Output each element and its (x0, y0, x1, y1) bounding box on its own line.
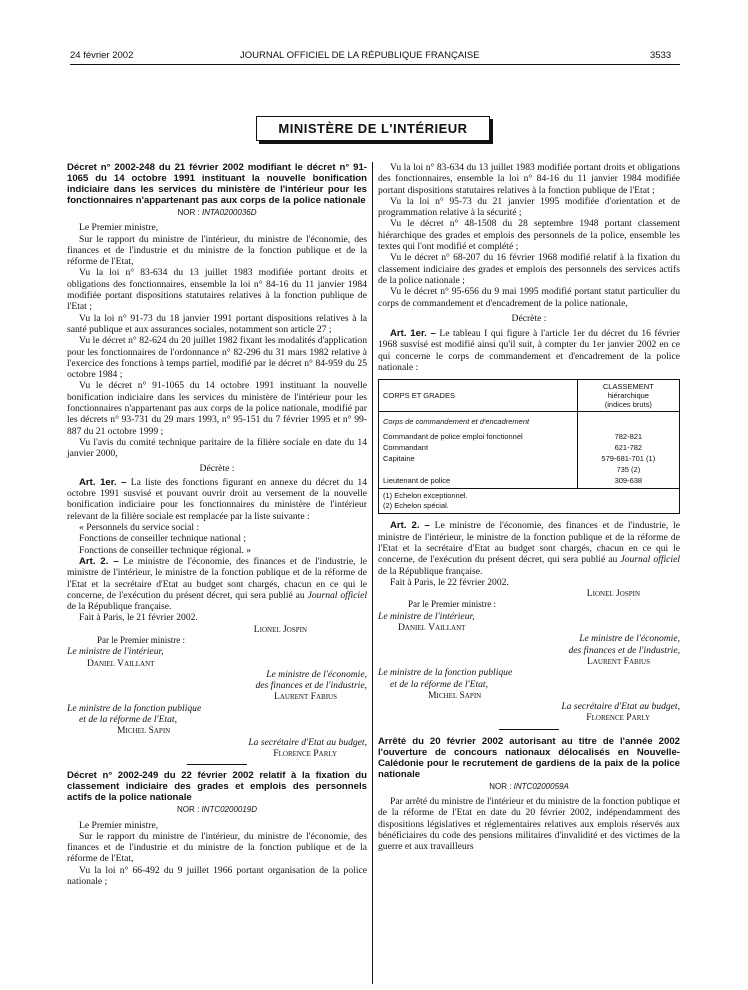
arrete-para: Par arrêté du ministre de l'intérieur et du ministre de la fonction publique et de la réforme de l'Etat en date du 20 février 2002, indépendamment des dispositions législatives et réglementaires relatives aux emplois réservés aux bénéficiaires du code des pensions militaires d'invalidité et des victimes de la guerre et aux travailleurs (378, 795, 680, 853)
grade-row: Commandant de police emploi fonctionnel (383, 432, 523, 442)
article-text: Le ministre de l'économie, des finances et de l'industrie, le ministre de l'intérieur, le ministre de la fonction publique et de la réforme de l'Etat et la secrétaire d'Etat au budget sont chargés, chacun en ce qui le concerne, de l'exécution du présent décret, qui sera publié au (67, 555, 367, 601)
blank-row (582, 416, 675, 427)
signature-budget: Florence Parly (586, 712, 650, 724)
article-text: Le tableau I qui figure à l'article 1er du décret du 16 février 1968 susvisé est modifié ainsi qu'il suit, à compter du 1er janvier 2002 en ce qui concerne le corps de commandement et d'encadrement de la police nationale : (378, 328, 680, 374)
decree-2-para: Vu le décret n° 95-656 du 9 mai 1995 modifié portant statut particulier du corps de commandement et d'encadrement de la police nationale, (378, 286, 680, 309)
decree-1-article-1 (67, 477, 367, 522)
decree-2-para: Vu le décret n° 68-207 du 16 février 1968 modifié relatif à la fixation du classement indiciaire des grades et emplois des personnels des services actifs de la police nationale ; (378, 252, 680, 286)
decree-2-para: Le Premier ministre, (79, 819, 159, 831)
signature-budget: Florence Parly (273, 747, 337, 759)
decree-1-decrete: Décrète : (199, 462, 235, 474)
minister-economy-1: Le ministre de l'économie, (579, 633, 680, 645)
article-text: de la République française. (378, 565, 483, 577)
corps-label: Corps de commandement et d'encadrement (383, 417, 530, 427)
minister-interior: Le ministre de l'intérieur, (67, 646, 164, 658)
decree-2-para: Vu la loi n° 95-73 du 21 janvier 1995 modifiée d'orientation et de programmation relative à la sécurité ; (378, 195, 680, 219)
table-grades-cell (379, 412, 578, 489)
nor-label: NOR : (489, 781, 512, 791)
index-value: 782-821 (614, 432, 643, 442)
ministry-box (256, 116, 490, 141)
decree-1-para: Le Premier ministre, (79, 222, 159, 234)
table-body-row (379, 412, 680, 489)
minister-fp-1: Le ministre de la fonction publique (378, 667, 513, 679)
table-notes (379, 489, 680, 514)
arrete-nor (378, 781, 680, 792)
header-journal-title: JOURNAL OFFICIEL DE LA RÉPUBLIQUE FRANÇAISE (240, 50, 480, 61)
classification-table (378, 379, 680, 514)
article-label: Art. 1er. – (79, 476, 127, 488)
decree-2-para: Sur le rapport du ministre de l'intérieur, du ministre de l'économie, des finances et de l'industrie et du ministre de la fonction publique et de la réforme de l'Etat, (67, 830, 367, 865)
signature-interior: Daniel Vaillant (398, 622, 466, 634)
header-date: 24 février 2002 (70, 50, 134, 61)
decree-1-para: Sur le rapport du ministre de l'intérieur, du ministre de l'économie, des finances et de l'industrie et du ministre de la fonction publique et de la réforme de l'Etat, (67, 233, 367, 268)
index-value: 309-638 (614, 476, 643, 486)
grade-row (383, 464, 573, 475)
signature-fp: Michel Sapin (117, 725, 171, 737)
par-premier-ministre: Par le Premier ministre : (97, 634, 185, 645)
header-line: CLASSEMENT (602, 382, 654, 392)
grade-row: Capitaine (383, 454, 415, 464)
ministry-title: MINISTÈRE DE L'INTÉRIEUR (278, 121, 468, 136)
secretary-budget: La secrétaire d'Etat au budget, (248, 736, 367, 748)
journal-officiel-ref: Journal officiel (620, 554, 681, 566)
nor-code: INTC0200059A (513, 781, 569, 791)
minister-economy-1: Le ministre de l'économie, (266, 668, 367, 680)
decree-1-nor (67, 207, 367, 218)
article-text: La liste des fonctions figurant en annexe du décret du 14 octobre 1991 susvisé et pouvant ouvrir droit au versement de la nouvelle bonification indiciaire pour les fonctionnaires du ministère de l'intérieur relevant de la filière sociale est remplacée par la liste suivante : (67, 476, 367, 522)
signature-economy: Laurent Fabius (587, 655, 650, 667)
arrete-title: Arrêté du 20 février 2002 autorisant au titre de l'année 2002 l'ouverture de concours nationaux délocalisés en Nouvelle-Calédonie pour le recrutement de gardiens de la paix de la police nationale (378, 735, 680, 780)
note: (2) Echelon spécial. (383, 501, 449, 511)
nor-code: INTC0200019D (201, 805, 258, 815)
decree-2-decrete: Décrète : (511, 312, 547, 324)
decree-1-article-2 (67, 556, 367, 612)
decree-2-para: Vu la loi n° 66-492 du 9 juillet 1966 portant organisation de la police nationale ; (67, 864, 367, 888)
signature-interior: Daniel Vaillant (87, 657, 155, 669)
right-column (378, 162, 680, 852)
table-values-cell (577, 412, 679, 489)
header-line: hiérarchique (607, 391, 649, 401)
signature-fp: Michel Sapin (428, 689, 482, 701)
grade-row: Lieutenant de police (383, 476, 451, 486)
table-header-classement (577, 380, 679, 412)
par-premier-ministre: Par le Premier ministre : (408, 599, 496, 610)
note: (1) Echelon exceptionnel. (383, 491, 468, 501)
decree-2-fait: Fait à Paris, le 22 février 2002. (390, 576, 509, 588)
signature-pm: Lionel Jospin (253, 623, 307, 635)
journal-officiel-ref: Journal officiel (307, 589, 367, 601)
index-value: 621-782 (614, 443, 643, 453)
minister-interior: Le ministre de l'intérieur, (378, 610, 475, 622)
secretary-budget: La secrétaire d'Etat au budget, (561, 701, 680, 713)
header-page-number: 3533 (650, 50, 672, 61)
section-separator (187, 764, 247, 765)
decree-1-fait: Fait à Paris, le 21 février 2002. (79, 612, 198, 624)
header-line: (indices bruts) (604, 400, 652, 410)
decree-2-para: Vu le décret n° 48-1508 du 28 septembre 1948 portant classement hiérarchique des grades et emplois des personnels de la police, ensemble les textes qui l'ont modifié et complété ; (378, 218, 680, 253)
article-text: de la République française. (67, 601, 172, 613)
minister-economy-2: des finances et de l'industrie, (568, 644, 680, 656)
decree-1-list-item: « Personnels du service social : (79, 522, 200, 534)
decree-2-title: Décret n° 2002-249 du 22 février 2002 relatif à la fixation du classement indiciaire des grades et emplois des personnels actifs de la police nationale (67, 770, 367, 804)
decree-2-article-1 (378, 328, 680, 373)
article-label: Art. 1er. – (390, 328, 436, 340)
decree-1-para: Vu le décret n° 91-1065 du 14 octobre 1991 instituant la nouvelle bonification indiciaire dans les services du ministère de l'intérieur pour les fonctionnaires n'appartenant pas aux corps de la police nationale, modifié par les décrets n° 93-731 du 29 mars 1993, n° 95-151 du 7 février 1995 et n° 99-887 du 21 octobre 1999 ; (67, 380, 367, 437)
article-label: Art. 2. – (390, 520, 430, 532)
decree-1-para: Vu la loi n° 83-634 du 13 juillet 1983 modifiée portant droits et obligations des fonctionnaires, ensemble la loi n° 84-16 du 11 janvier 1984 modifiée portant dispositions statutaires relatives à la fonction publique de l'Etat ; (67, 267, 367, 313)
signature-economy: Laurent Fabius (274, 691, 337, 703)
decree-1-para: Vu l'avis du comité technique paritaire de la filière sociale en date du 14 janvier 2000, (67, 436, 367, 460)
minister-fp-1: Le ministre de la fonction publique (67, 702, 202, 714)
article-label: Art. 2. – (79, 555, 119, 567)
section-separator (499, 729, 559, 730)
decree-2-nor (67, 804, 367, 815)
table-notes-row (379, 489, 680, 514)
nor-code: INTA0200036D (201, 208, 257, 217)
minister-fp-2: et de la réforme de l'Etat, (390, 678, 488, 690)
decree-1-title: Décret n° 2002-248 du 21 février 2002 modifiant le décret n° 91-1065 du 14 octobre 1991 instituant la nouvelle bonification indiciaire dans les services du ministère de l'intérieur pour les fonctionnaires n'appartenant pas aux corps de la police nationale (67, 162, 367, 206)
minister-fp-2: et de la réforme de l'Etat, (79, 714, 177, 726)
table-header-row (379, 380, 680, 412)
header-rule (70, 64, 680, 65)
decree-1-para: Vu la loi n° 91-73 du 18 janvier 1991 portant dispositions relatives à la santé publique et aux assurances sociales, notamment son article 27 ; (67, 312, 367, 335)
table-header-grades: CORPS ET GRADES (379, 380, 578, 412)
decree-1-list-item: Fonctions de conseiller technique régional. » (79, 544, 252, 556)
column-divider (372, 162, 373, 984)
index-value: 579-681-701 (1) (601, 454, 656, 464)
index-value: 735 (2) (616, 465, 641, 475)
decree-2-article-2 (378, 520, 680, 576)
left-column (67, 162, 367, 887)
signature-pm: Lionel Jospin (586, 588, 640, 600)
article-text: Le ministre de l'économie, des finances et de l'industrie, le ministre de l'intérieur, le ministre de la fonction publique et de la réforme de l'Etat et la secrétaire d'Etat au budget sont chargés, chacun en ce qui le concerne, de l'exécution du présent décret, qui sera publié au (378, 520, 680, 566)
decree-2-para: Vu la loi n° 83-634 du 13 juillet 1983 modifiée portant droits et obligations des fonctionnaires, ensemble la loi n° 84-16 du 11 janvier 1984 modifiée portant dispositions statutaires relatives à la fonction publique de l'Etat ; (378, 162, 680, 196)
grade-row: Commandant (383, 443, 429, 453)
minister-economy-2: des finances et de l'industrie, (255, 680, 367, 692)
nor-label: NOR : (177, 208, 200, 217)
decree-1-list-item: Fonctions de conseiller technique national ; (79, 533, 247, 545)
decree-1-para: Vu le décret n° 82-624 du 20 juillet 1982 fixant les modalités d'application pour les fonctionnaires de l'ordonnance n° 82-296 du 31 mars 1982 relative à l'exercice des fonctions à temps partiel, modifié par le décret n° 84-959 du 25 octobre 1984 ; (67, 335, 367, 381)
nor-label: NOR : (176, 805, 200, 815)
